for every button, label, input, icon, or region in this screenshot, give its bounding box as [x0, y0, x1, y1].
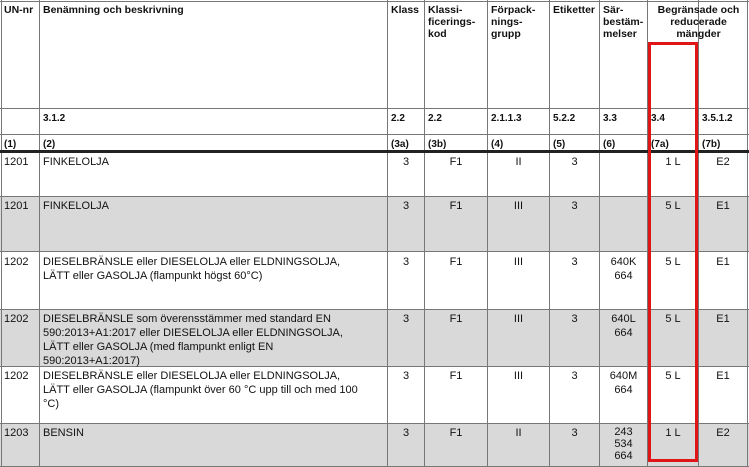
- cell-grupp: II: [515, 427, 522, 439]
- cell-name: BENSIN: [43, 427, 84, 439]
- cell-lq: 5 L: [665, 256, 681, 268]
- cell-eq: E1: [716, 313, 730, 325]
- cell-name: DIESELBRÄNSLE eller DIESELOLJA eller ELDNINGSOLJA, LÄTT eller GASOLJA (flampunkt högst 60°C): [43, 256, 341, 282]
- cell-kod: F1: [449, 200, 463, 212]
- cell-name: DIESELBRÄNSLE som överensstämmer med standard EN 590:2013+A1:2017 eller DIESELOLJA eller ELDNINGSOLJA, LÄTT eller GASOLJA (med flampunkt enligt EN 590:2013+A1:2017): [43, 313, 343, 367]
- cell-grupp: III: [513, 370, 524, 382]
- colnum-kod: (3b): [428, 139, 447, 150]
- colnum-etikett: (5): [553, 139, 566, 150]
- ref-klassificeringskod: 2.2: [428, 113, 442, 124]
- cell-klass: 3: [402, 370, 410, 382]
- cell-etikett: 3: [571, 156, 578, 168]
- cell-lq: 1 L: [665, 427, 681, 439]
- cell-lq: 5 L: [665, 313, 681, 325]
- ref-etiketter: 5.2.2: [553, 113, 576, 124]
- cell-kod: F1: [449, 313, 463, 325]
- cell-grupp: III: [513, 313, 524, 325]
- colnum-sar: (6): [603, 139, 616, 150]
- cell-etikett: 3: [571, 370, 578, 382]
- cell-eq: E1: [716, 200, 730, 212]
- cell-klass: 3: [402, 256, 410, 268]
- cell-etikett: 3: [571, 256, 578, 268]
- cell-klass: 3: [402, 313, 410, 325]
- cell-un: 1203: [4, 427, 29, 439]
- ref-klass: 2.2: [391, 113, 405, 124]
- header-un-nr: UN-nr: [4, 4, 34, 16]
- highlight-box-limited-quantities: [648, 42, 698, 462]
- header-klassificeringskod: Klassi- ficerings- kod: [428, 4, 476, 40]
- cell-kod: F1: [449, 156, 463, 168]
- cell-un: 1202: [4, 313, 29, 325]
- cell-lq: 5 L: [665, 370, 681, 382]
- ref-eq: 3.5.1.2: [702, 113, 733, 124]
- cell-sar: 243 534 664: [614, 426, 633, 462]
- cell-kod: F1: [449, 427, 463, 439]
- cell-name: FINKELOLJA: [43, 156, 110, 168]
- header-begransade-mangder: Begränsade och reducerade mängder: [657, 4, 740, 40]
- cell-un: 1202: [4, 370, 29, 382]
- cell-kod: F1: [449, 370, 463, 382]
- cell-sar: 640M 664: [609, 370, 638, 396]
- cell-lq: 1 L: [665, 156, 681, 168]
- ref-sarbestammelser: 3.3: [603, 113, 617, 124]
- cell-kod: F1: [449, 256, 463, 268]
- ref-benamning: 3.1.2: [43, 113, 66, 124]
- colnum-eq: (7b): [702, 139, 721, 150]
- header-sarbestammelser: Sär- bestäm- melser: [603, 4, 644, 40]
- cell-grupp: II: [515, 156, 522, 168]
- cell-etikett: 3: [571, 427, 578, 439]
- ref-forpackningsgrupp: 2.1.1.3: [491, 113, 522, 124]
- cell-etikett: 3: [571, 200, 578, 212]
- cell-grupp: III: [513, 200, 524, 212]
- cell-un: 1201: [4, 156, 29, 168]
- cell-grupp: III: [513, 256, 524, 268]
- cell-eq: E1: [716, 256, 730, 268]
- colnum-name: (2): [43, 139, 56, 150]
- cell-eq: E2: [716, 427, 730, 439]
- cell-lq: 5 L: [665, 200, 681, 212]
- colnum-grupp: (4): [491, 139, 504, 150]
- cell-etikett: 3: [571, 313, 578, 325]
- colnum-klass: (3a): [391, 139, 409, 150]
- cell-eq: E1: [716, 370, 730, 382]
- cell-eq: E2: [716, 156, 730, 168]
- cell-klass: 3: [402, 200, 410, 212]
- cell-un: 1201: [4, 200, 29, 212]
- header-benamning: Benämning och beskrivning: [43, 4, 184, 16]
- header-etiketter: Etiketter: [553, 4, 596, 16]
- header-forpackningsgrupp: Förpack- nings- grupp: [491, 4, 536, 40]
- colnum-un: (1): [4, 139, 17, 150]
- header-klass: Klass: [391, 4, 420, 16]
- cell-klass: 3: [402, 427, 410, 439]
- row-bg-2: [0, 196, 749, 251]
- cell-sar: 640K 664: [610, 256, 637, 282]
- cell-name: DIESELBRÄNSLE eller DIESELOLJA eller ELDNINGSOLJA, LÄTT eller GASOLJA (flampunkt över 60 °C upp till och med 100 °C): [43, 370, 358, 410]
- cell-name: FINKELOLJA: [43, 200, 110, 212]
- cell-sar: 640L 664: [611, 313, 636, 339]
- cell-klass: 3: [402, 156, 410, 168]
- colnum-lq: (7a): [651, 139, 669, 150]
- cell-un: 1202: [4, 256, 29, 268]
- ref-lq: 3.4: [651, 113, 665, 124]
